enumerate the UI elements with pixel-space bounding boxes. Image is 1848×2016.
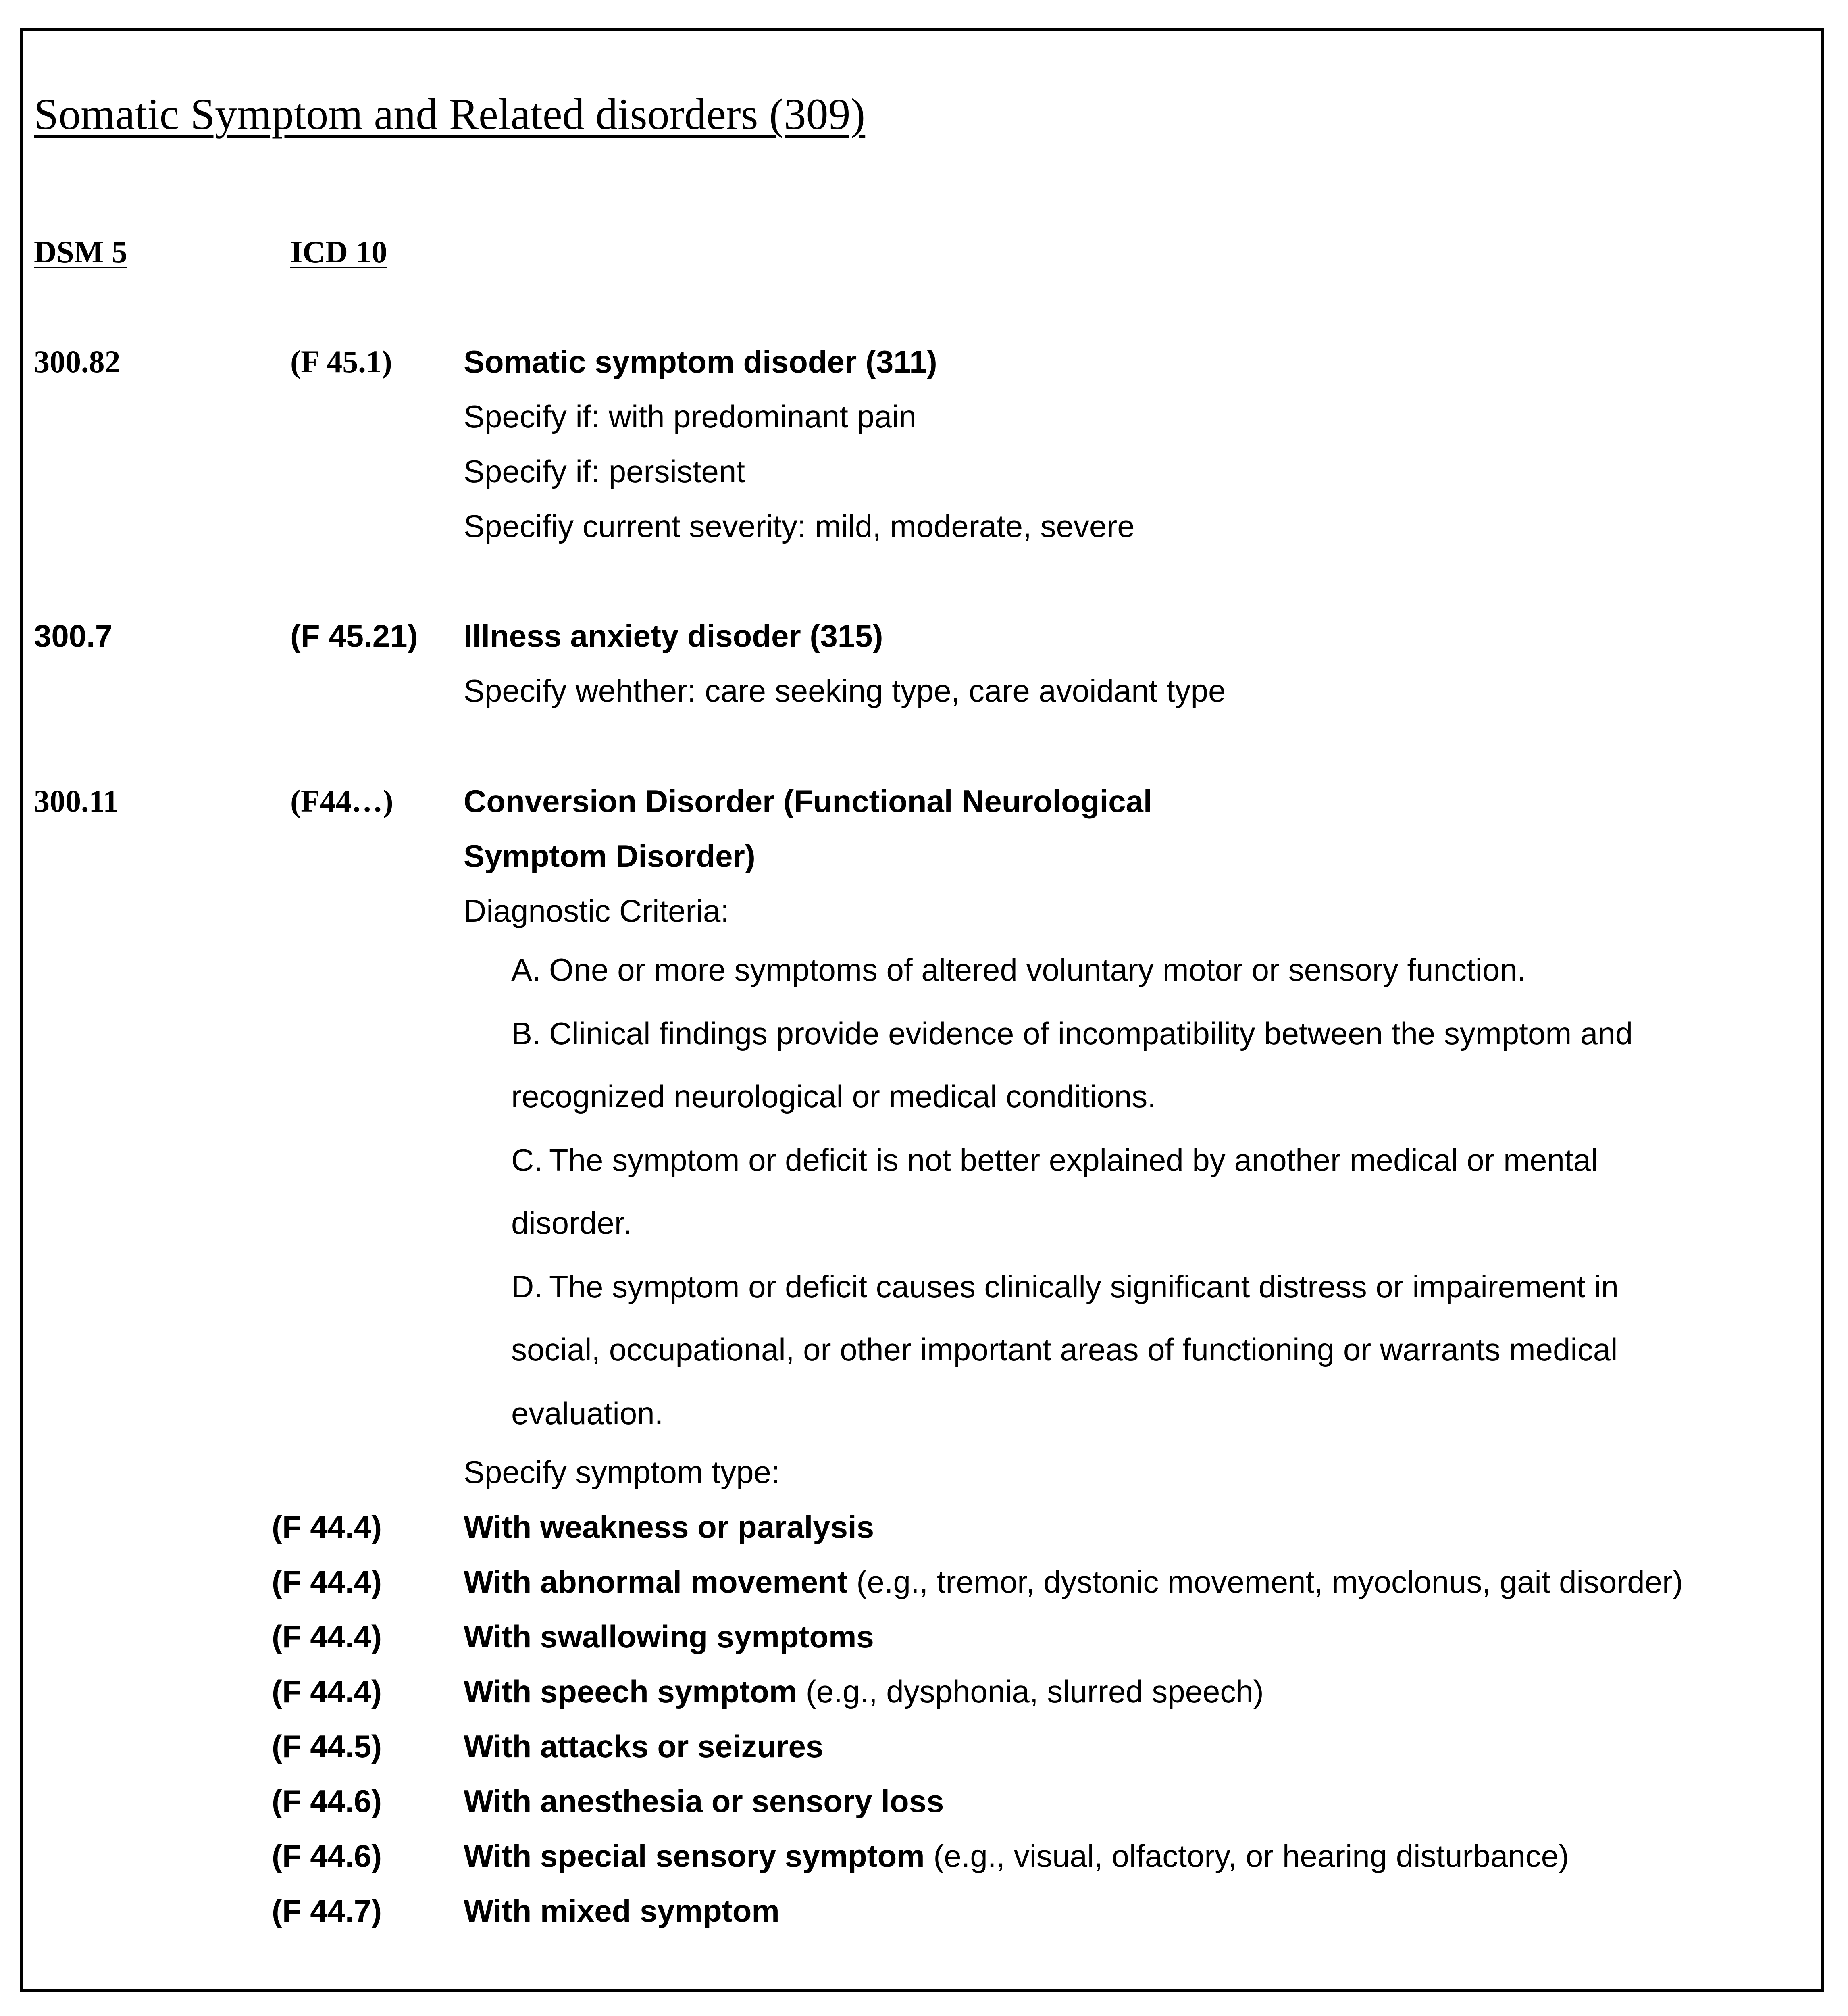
specify-symptom-type-label: Specify symptom type: [464, 1454, 780, 1490]
symptom-type-label: With swallowing symptoms [464, 1619, 874, 1654]
entry-conversion-name: Conversion Disorder (Functional Neurological [464, 783, 1152, 819]
symptom-type-code: (F 44.4) [272, 1509, 382, 1545]
criterion-text: One or more symptoms of altered voluntary motor or sensory function. [549, 952, 1526, 987]
symptom-type-code: (F 44.4) [272, 1619, 382, 1654]
symptom-type-note: (e.g., dysphonia, slurred speech) [797, 1674, 1264, 1709]
criterion-text: The symptom or deficit causes clinically significant distress or impairement in [549, 1269, 1619, 1304]
symptom-type [464, 1566, 1683, 1597]
entry-somatic-dsm-code: 300.82 [34, 344, 121, 379]
dsm-column-header: DSM 5 [34, 234, 127, 269]
symptom-type [464, 1731, 823, 1762]
symptom-type [464, 1676, 1264, 1707]
criterion-text: disorder. [511, 1205, 632, 1241]
symptom-type-code: (F 44.6) [272, 1838, 382, 1874]
entry-somatic-specifier: Specifiy current severity: mild, moderate, severe [464, 508, 1135, 544]
entry-conversion-dsm-code: 300.11 [34, 783, 119, 818]
symptom-type [464, 1621, 874, 1652]
entry-somatic-name: Somatic symptom disoder (311) [464, 344, 937, 379]
criterion-letter: A. [511, 952, 541, 987]
symptom-type [464, 1785, 944, 1817]
symptom-type-code: (F 44.4) [272, 1674, 382, 1709]
symptom-type-label: With abnormal movement [464, 1564, 848, 1599]
symptom-type [464, 1893, 780, 1929]
entry-illness-name: Illness anxiety disoder (315) [464, 618, 883, 654]
symptom-type-code: (F 44.7) [272, 1893, 382, 1929]
symptom-type-code: (F 44.4) [272, 1564, 382, 1599]
criterion-letter: B. [511, 1016, 541, 1051]
criterion-c [511, 1144, 1598, 1176]
entry-somatic-specifier: Specify if: persistent [464, 454, 745, 489]
criterion-text: The symptom or deficit is not better explained by another medical or mental [549, 1142, 1598, 1178]
symptom-type-label: With special sensory symptom [464, 1838, 925, 1874]
criterion-d [511, 1271, 1619, 1302]
criterion-text: recognized neurological or medical conditions. [511, 1079, 1156, 1114]
symptom-type [464, 1840, 1569, 1872]
diagnostic-criteria-label: Diagnostic Criteria: [464, 893, 729, 929]
entry-illness-dsm-code: 300.7 [34, 618, 113, 654]
criterion-text: Clinical findings provide evidence of incompatibility between the symptom and [549, 1016, 1633, 1051]
entry-conversion-icd-code: (F44…) [290, 783, 393, 818]
page-title: Somatic Symptom and Related disorders (309) [34, 90, 866, 139]
entry-illness-specifier: Specify wehther: care seeking type, care avoidant type [464, 673, 1226, 708]
criterion-text: evaluation. [511, 1395, 664, 1431]
symptom-type-code: (F 44.5) [272, 1729, 382, 1764]
symptom-type-code: (F 44.6) [272, 1783, 382, 1819]
icd-column-header: ICD 10 [290, 234, 387, 269]
symptom-type-label: With attacks or seizures [464, 1729, 824, 1764]
entry-somatic-specifier: Specify if: with predominant pain [464, 399, 916, 434]
symptom-type-label: With mixed symptom [464, 1893, 780, 1929]
criterion-text: social, occupational, or other important areas of functioning or warrants medical [511, 1332, 1618, 1367]
entry-conversion-name: Symptom Disorder) [464, 838, 755, 874]
symptom-type-note: (e.g., visual, olfactory, or hearing disturbance) [924, 1838, 1569, 1874]
symptom-type-note: (e.g., tremor, dystonic movement, myoclonus, gait disorder) [847, 1564, 1683, 1599]
criterion-letter: D. [511, 1269, 543, 1304]
symptom-type-label: With weakness or paralysis [464, 1509, 874, 1545]
symptom-type [464, 1511, 874, 1543]
symptom-type-label: With anesthesia or sensory loss [464, 1783, 944, 1819]
criterion-a [511, 954, 1526, 985]
criterion-b [511, 1018, 1633, 1049]
symptom-type-label: With speech symptom [464, 1674, 797, 1709]
entry-somatic-icd-code: (F 45.1) [290, 344, 392, 379]
entry-illness-icd-code: (F 45.21) [290, 618, 418, 654]
criterion-letter: C. [511, 1142, 543, 1178]
